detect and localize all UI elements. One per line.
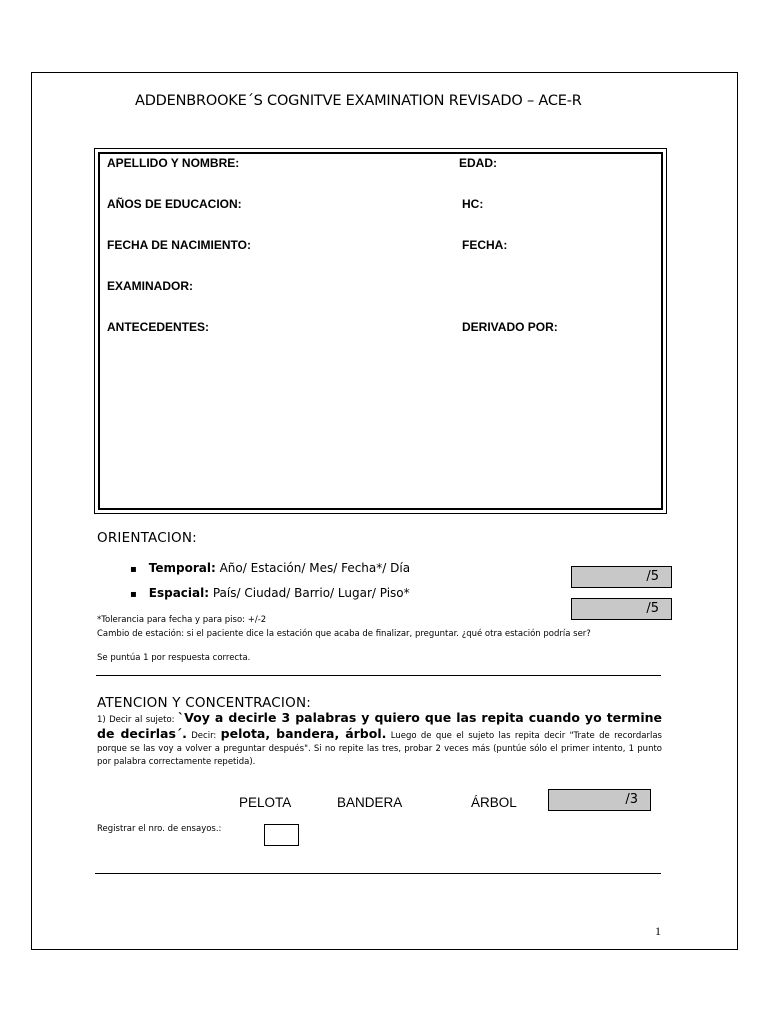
word-pelota: PELOTA bbox=[239, 795, 292, 810]
note-tolerancia: *Tolerancia para fecha y para piso: +/-2 bbox=[97, 615, 267, 625]
divider bbox=[95, 873, 661, 874]
temporal-label: Temporal: bbox=[148, 561, 216, 575]
espacial-item bbox=[130, 586, 410, 600]
section-atencion-heading: ATENCION Y CONCENTRACION: bbox=[97, 695, 311, 711]
bullet-icon: ▪ bbox=[130, 589, 137, 600]
trials-input-box[interactable] bbox=[264, 824, 299, 846]
temporal-score-box[interactable]: /5 bbox=[571, 566, 672, 588]
section-orientacion-heading: ORIENTACION: bbox=[97, 530, 197, 546]
instr-quote: `Voy a decirle 3 palabras y quiero que las repita cuando yo termine de decirlas´. bbox=[97, 710, 662, 741]
instr-decir: Decir: bbox=[186, 731, 221, 741]
registrar-label: Registrar el nro. de ensayos.: bbox=[97, 824, 222, 834]
espacial-label: Espacial: bbox=[148, 586, 210, 600]
atencion-score-box[interactable]: /3 bbox=[548, 789, 651, 811]
instr-words: pelota, bandera, árbol. bbox=[220, 726, 387, 741]
field-edad: EDAD: bbox=[459, 156, 497, 170]
bullet-icon: ▪ bbox=[130, 564, 137, 575]
field-educacion: AÑOS DE EDUCACION: bbox=[107, 197, 242, 211]
instr-rest: Luego de que el sujeto las repita decir "Trate de recordarlas porque se las voy a volver a preguntar después". Si no repite las tres, probar 2 veces más (puntúe sólo el primer intento, 1 punto por palabra correctamente repetida). bbox=[97, 731, 662, 767]
note-puntua: Se puntúa 1 por respuesta correcta. bbox=[97, 653, 251, 663]
page-number: 1 bbox=[655, 924, 661, 938]
document-title: ADDENBROOKE´S COGNITVE EXAMINATION REVISADO – ACE-R bbox=[135, 93, 582, 109]
field-examinador: EXAMINADOR: bbox=[107, 279, 193, 293]
espacial-score-box[interactable]: /5 bbox=[571, 598, 672, 620]
field-antecedentes: ANTECEDENTES: bbox=[107, 320, 210, 334]
atencion-instructions bbox=[97, 711, 662, 769]
field-hc: HC: bbox=[462, 197, 484, 211]
temporal-text: Año/ Estación/ Mes/ Fecha*/ Día bbox=[215, 561, 411, 575]
espacial-text: País/ Ciudad/ Barrio/ Lugar/ Piso* bbox=[209, 586, 410, 600]
temporal-item bbox=[130, 561, 410, 575]
field-nacimiento: FECHA DE NACIMIENTO: bbox=[107, 238, 251, 252]
word-arbol: ÁRBOL bbox=[471, 795, 517, 810]
field-fecha: FECHA: bbox=[462, 238, 508, 252]
divider bbox=[96, 675, 661, 676]
note-cambio-estacion: Cambio de estación: si el paciente dice la estación que acaba de finalizar, preguntar. ¿qué otra estación podría ser? bbox=[97, 629, 591, 639]
field-apellido: APELLIDO Y NOMBRE: bbox=[107, 156, 240, 170]
instr-decir-sujeto: 1) Decir al sujeto: bbox=[97, 715, 178, 725]
field-derivado: DERIVADO POR: bbox=[462, 320, 558, 334]
word-bandera: BANDERA bbox=[337, 795, 403, 810]
